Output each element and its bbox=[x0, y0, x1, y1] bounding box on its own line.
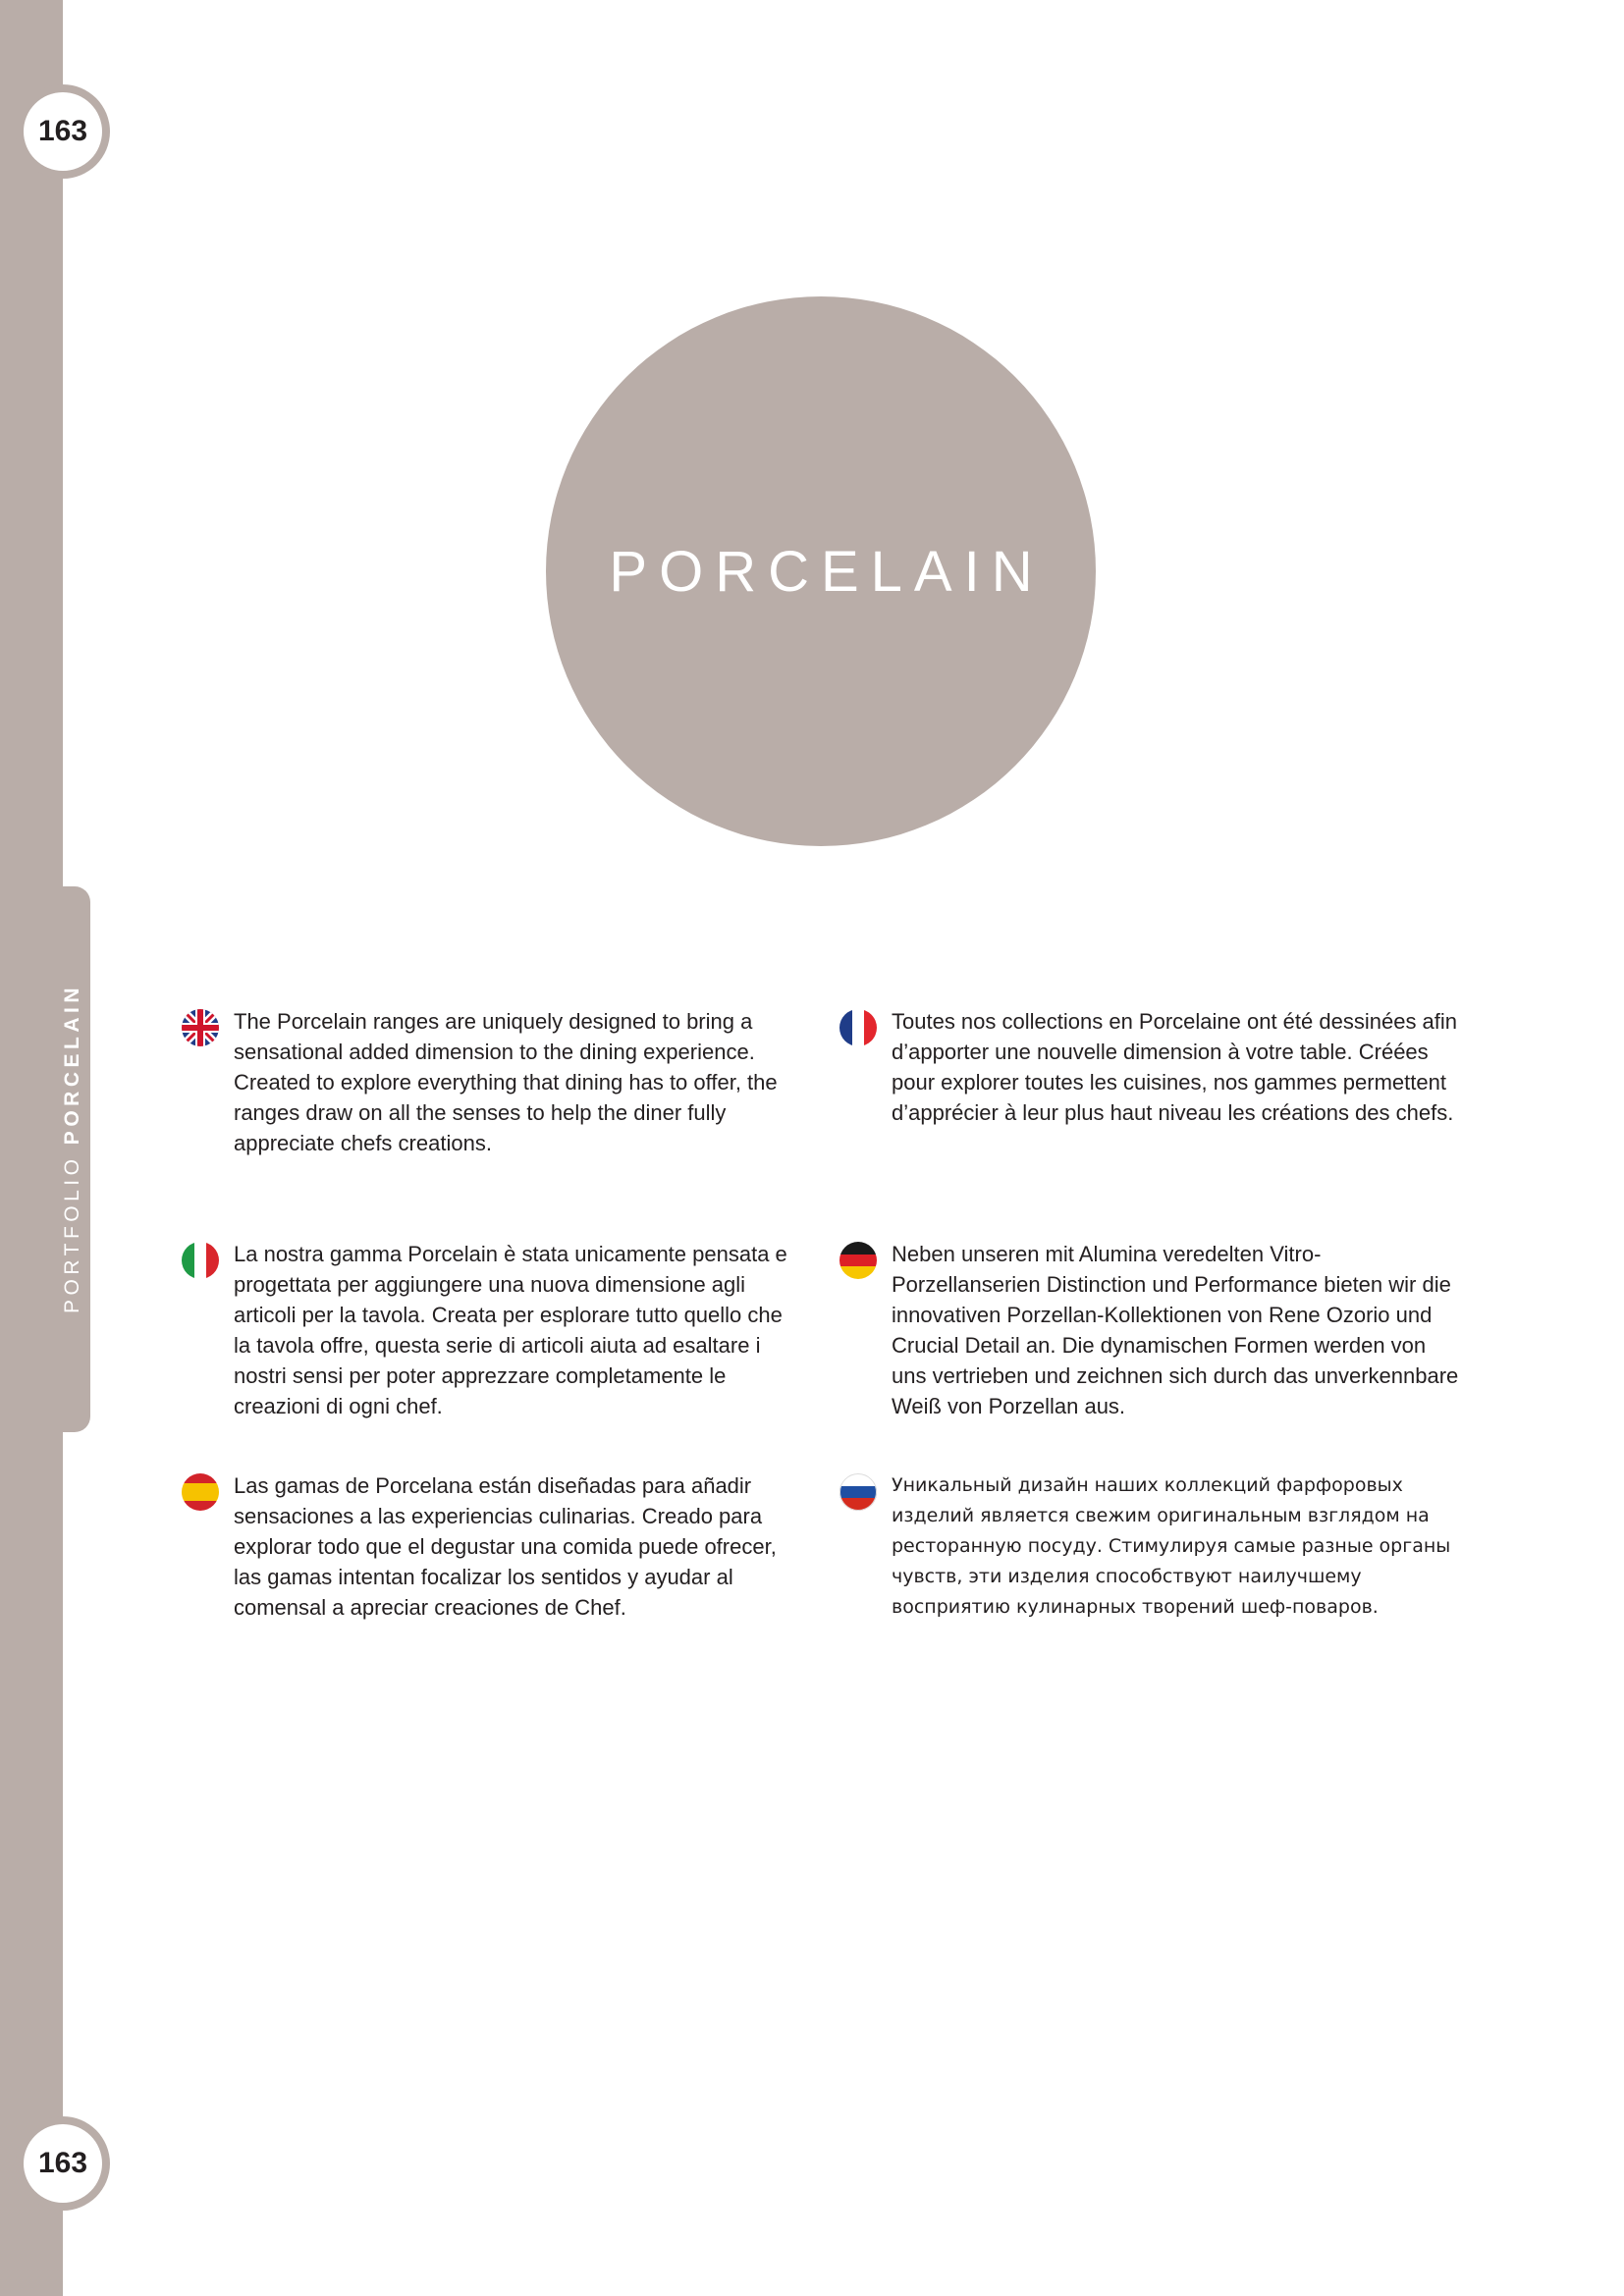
page-number-badge-top bbox=[16, 84, 110, 179]
section-label-bold: PORCELAIN bbox=[61, 984, 83, 1146]
page-number-badge-bottom bbox=[16, 2116, 110, 2211]
page-number: 163 bbox=[24, 92, 102, 171]
uk-flag-icon bbox=[182, 1009, 219, 1046]
block-text: Las gamas de Porcelana están diseñadas para añadir sensaciones a las experiencias culinarias. Creado para explorar todo que el degustar una comida puede ofrecer, las gamas intentan focalizar los sentidos y ayudar al comensal a apreciar creaciones de Chef. bbox=[234, 1473, 777, 1620]
page-title: PORCELAIN bbox=[609, 539, 1045, 604]
france-flag-icon bbox=[839, 1009, 877, 1046]
page-number: 163 bbox=[24, 2124, 102, 2203]
block-text: Neben unseren mit Alumina veredelten Vitro-Porzellanserien Distinction und Performance bieten wir die innovativen Porzellan-Kollektionen von Rene Ozorio und Crucial Detail an. Die dynamischen Formen werden von uns vertrieben und zeichnen sich durch das unverkennbare Weiß von Porzellan aus. bbox=[892, 1242, 1459, 1418]
germany-flag-icon bbox=[839, 1242, 877, 1279]
russia-flag-icon bbox=[839, 1473, 877, 1511]
spain-flag-icon bbox=[182, 1473, 219, 1511]
block-text: Уникальный дизайн наших коллекций фарфоровых изделий является свежим оригинальным взглядом на ресторанную посуду. Стимулируя самые разные органы чувств, эти изделия способствуют наилучшему восприятию кулинарных творений шеф-поваров. bbox=[892, 1474, 1451, 1618]
block-text: La nostra gamma Porcelain è stata unicamente pensata e progettata per aggiungere una nuova dimensione agli articoli per la tavola. Creata per esplorare tutto quello che la tavola offre, questa serie di articoli aiuta ad esaltare i nostri sensi per poter apprezzare completamente le creazioni di ogni chef. bbox=[234, 1242, 787, 1418]
block-text: The Porcelain ranges are uniquely designed to bring a sensational added dimension to the dining experience. Created to explore everything that dining has to offer, the ranges draw on all the senses to help the diner fully appreciate chefs creations. bbox=[234, 1009, 778, 1155]
section-label-light: PORTFOLIO bbox=[61, 1154, 83, 1313]
section-label bbox=[61, 952, 84, 1345]
italy-flag-icon bbox=[182, 1242, 219, 1279]
block-text: Toutes nos collections en Porcelaine ont été dessinées afin d’apporter une nouvelle dimension à votre table. Créées pour explorer toutes les cuisines, nos gammes permettent d’apprécier à leur plus haut niveau les créations des chefs. bbox=[892, 1009, 1458, 1125]
hero-circle bbox=[546, 296, 1096, 846]
